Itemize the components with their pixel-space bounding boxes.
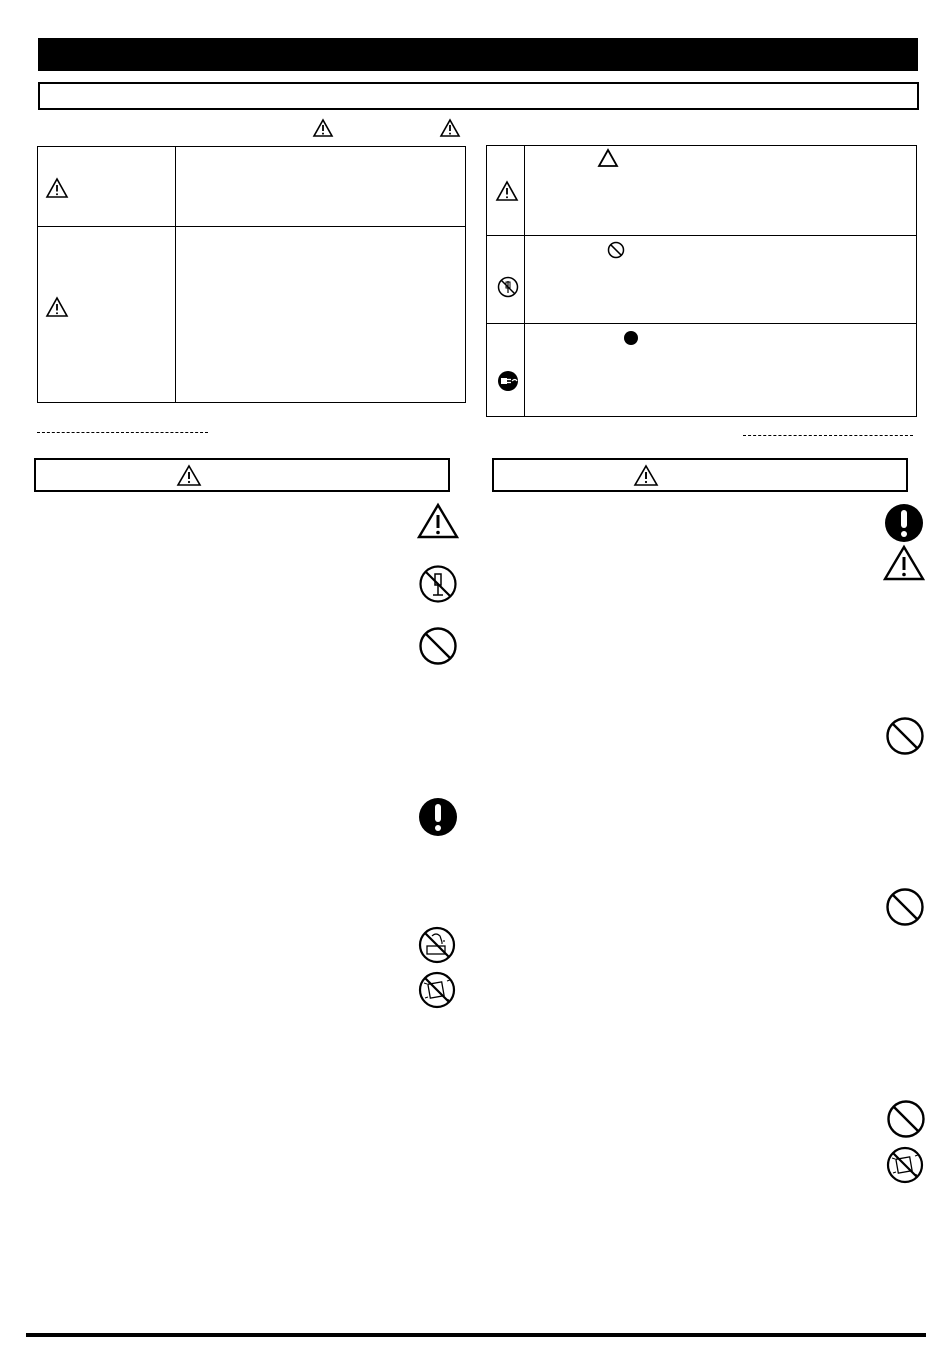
no-shock-icon (418, 971, 456, 1009)
symbols-table-right (486, 145, 917, 417)
no-shock-icon (886, 1146, 924, 1184)
warning-heading-box (34, 458, 450, 492)
caution-triangle-icon (883, 545, 925, 581)
exclamation-circle-icon (418, 797, 458, 837)
prohibited-circle-icon (418, 626, 458, 666)
table-row-divider (487, 323, 916, 324)
triangle-symbol-icon (598, 149, 618, 167)
table-divider (524, 146, 525, 416)
warning-triangle-icon (46, 178, 68, 198)
dashed-divider-right (743, 435, 913, 436)
prohibited-circle-icon (607, 241, 625, 259)
no-water-icon (418, 926, 456, 964)
table-row-divider (487, 235, 916, 236)
warning-triangle-icon (417, 503, 459, 539)
prohibited-circle-icon (885, 887, 925, 927)
warning-triangle-icon (177, 465, 201, 486)
no-disassemble-icon (418, 564, 458, 604)
exclamation-circle-icon (884, 503, 924, 543)
caution-triangle-icon (440, 119, 460, 137)
table-row-divider (38, 226, 465, 227)
prohibited-circle-icon (885, 716, 925, 756)
prohibited-circle-icon (886, 1099, 926, 1139)
dashed-divider-left (37, 432, 208, 433)
caution-triangle-icon (634, 465, 658, 486)
definitions-table-left (37, 146, 466, 403)
section-title-bar (38, 82, 919, 110)
unplug-icon (497, 370, 519, 392)
caution-triangle-icon (46, 297, 68, 317)
warning-triangle-icon (496, 181, 518, 201)
page-title-bar (38, 38, 918, 71)
caution-heading-box (492, 458, 908, 492)
table-divider (175, 147, 176, 402)
warning-triangle-icon (313, 119, 333, 137)
footer-rule (26, 1333, 926, 1337)
mandatory-dot-icon (623, 330, 639, 346)
no-disassemble-icon (497, 276, 519, 298)
